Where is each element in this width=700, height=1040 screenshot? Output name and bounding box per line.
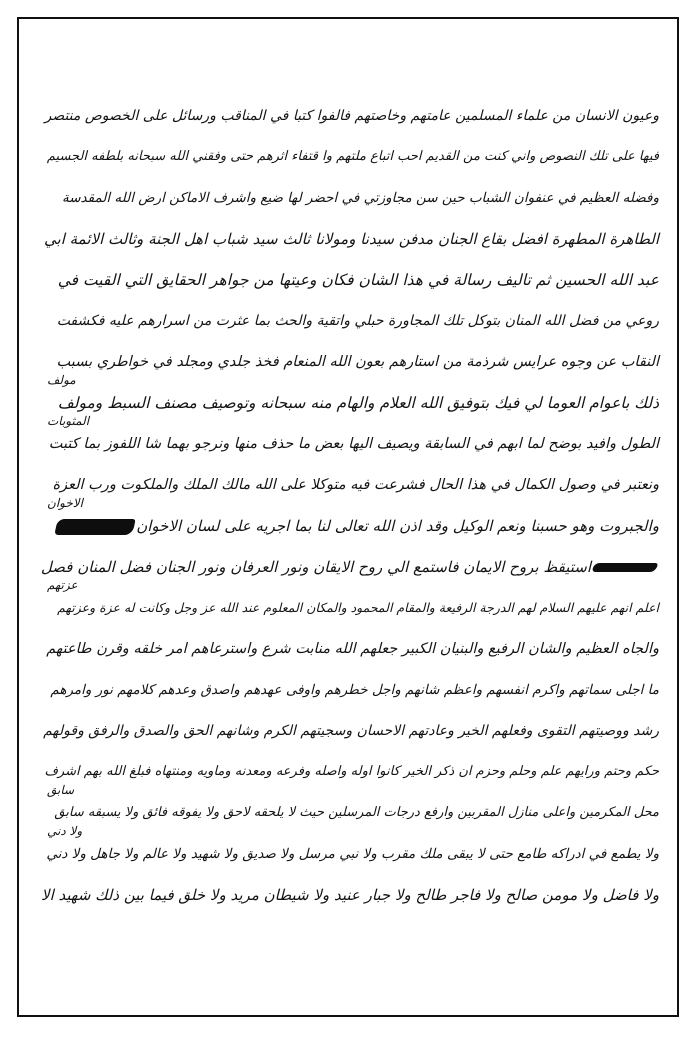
manuscript-line-text: رشد ووصيتهم التقوى وفعلهم الخير وعادتهم الاحسان وسجيتهم الكرم وشانهم الحق والصدق والرفق وقولهم bbox=[43, 723, 659, 739]
manuscript-line bbox=[41, 665, 659, 706]
manuscript-line bbox=[41, 747, 659, 788]
manuscript-line bbox=[41, 496, 659, 542]
ink-blot bbox=[592, 563, 658, 572]
manuscript-line-text: ولا فاضل ولا مومن صالح ولا فاجر طالح ولا جبار عنيد ولا شيطان مريد ولا خلق فيما بين ذلك شهيد الا bbox=[41, 886, 659, 904]
manuscript-line bbox=[41, 214, 659, 255]
manuscript-line bbox=[41, 414, 659, 460]
manuscript-line bbox=[41, 132, 659, 173]
manuscript-line bbox=[41, 91, 659, 132]
manuscript-line-text: الطول وافيد بوضح لما ابهم في السابقة ويصيف اليها بعض ما حذف منها ونرجو بهما شا اللفوز بما كتبت bbox=[48, 436, 659, 452]
manuscript-line-text: ذلك باعوام العوما لي فيك بتوفيق الله العلام والهام منه سبحانه وتوصيف مصنف السبط ومولف bbox=[57, 394, 659, 412]
manuscript-line-text: والجاه العظيم والشان الرفيع والبنيان الكبير جعلهم الله منابت شرع واسترعاهم امر خلقه وقرن طاعتهم bbox=[46, 641, 659, 657]
manuscript-line bbox=[41, 255, 659, 296]
manuscript-line bbox=[41, 173, 659, 214]
interlinear-annotation: ولا دني bbox=[47, 824, 83, 838]
manuscript-line bbox=[41, 542, 659, 583]
manuscript-line-text: روعي من فضل الله المنان بتوكل تلك المجاورة حبلي واتقية والحث بما عثرت من اسرارهم عليه فكشفت bbox=[56, 313, 659, 329]
manuscript-line bbox=[41, 624, 659, 665]
manuscript-line bbox=[41, 706, 659, 747]
manuscript-line bbox=[41, 783, 659, 829]
interlinear-annotation: الاخوان bbox=[47, 496, 83, 510]
interlinear-annotation: مولف bbox=[47, 373, 76, 387]
manuscript-line-text: ولا يطمع في ادراكه طامع حتى لا يبقى ملك مقرب ولا نبي مرسل ولا صديق ولا شهيد ولا عالم ولا جاهل ولا دني bbox=[46, 846, 659, 862]
manuscript-line bbox=[41, 824, 659, 870]
manuscript-line bbox=[41, 460, 659, 501]
interlinear-annotation: سابق bbox=[47, 783, 75, 797]
manuscript-line-text: فيها على تلك النصوص واني كنت من القديم احب اتباع ملتهم وا قتفاء اثرهم حتى وفقني الله سبحانه بلطفه الجسيم bbox=[46, 149, 659, 164]
manuscript-line bbox=[41, 373, 659, 419]
manuscript-line-text: محل المكرمين واعلى منازل المقربين وارفع درجات المرسلين حيث لا يلحقه لاحق ولا يفوقه فائق ولا يسبقه سابق bbox=[54, 805, 659, 820]
manuscript-line-text bbox=[54, 515, 659, 542]
manuscript-line-text: وعيون الانسان من علماء المسلمين عامتهم وخاصتهم فالفوا كتبا في المناقب ورسائل على الخصوص منتصر bbox=[44, 108, 659, 124]
manuscript-line bbox=[41, 578, 659, 624]
manuscript-line-text-content: استيقظ بروح الايمان فاستمع الي روح الايقان ونور العرفان ونور الجنان فضل المنان فصل bbox=[40, 558, 591, 576]
manuscript-text-block bbox=[41, 91, 659, 991]
manuscript-line bbox=[41, 870, 659, 911]
manuscript-line-text: ما اجلى سماتهم واكرم انفسهم واعظم شانهم واجل خطرهم واوفى عهدهم واصدق وعدهم كلامهم نور وامرهم bbox=[50, 682, 659, 698]
manuscript-line-text: ونعتبر في وصول الكمال في هذا الحال فشرعت فيه متوكلا على الله مالك الملك والملكوت ورب العزة bbox=[52, 477, 659, 493]
manuscript-line bbox=[41, 296, 659, 337]
manuscript-line-text: وفضله العظيم في عنفوان الشباب حين سن مجاوزتي في احضر لها ضيع واشرف الاماكن ارض الله المقدسة bbox=[62, 190, 659, 206]
interlinear-annotation: المثوبات bbox=[47, 414, 90, 428]
ink-blot bbox=[55, 519, 136, 535]
manuscript-page bbox=[17, 17, 679, 1017]
manuscript-line-text: عبد الله الحسين ثم تاليف رسالة في هذا الشان فكان وعيتها من جواهر الحقايق التي القيت في bbox=[57, 271, 659, 289]
manuscript-line bbox=[41, 337, 659, 378]
manuscript-line-text: حكم وحتم ورايهم علم وحلم وحزم ان ذكر الخير كانوا اوله واصله وفرعه ومعدنه وماويه ومنتهاه فبلغ الله بهم اشرف bbox=[44, 764, 659, 779]
manuscript-line-text: النقاب عن وجوه عرايس شرذمة من استارهم بعون الله المنعام فخذ جلدي ومجلد في خواطري بسبب bbox=[56, 354, 659, 370]
manuscript-line-text-content: والجبروت وهو حسبنا ونعم الوكيل وقد اذن الله تعالى لنا بما اجريه على لسان الاخوان bbox=[136, 517, 659, 535]
manuscript-line-text bbox=[41, 556, 659, 583]
manuscript-line-text: اعلم انهم عليهم السلام لهم الدرجة الرفيعة والمقام المحمود والمكان المعلوم عند الله عز وجل وكانت له عزة وعزتهم bbox=[57, 600, 659, 615]
manuscript-line-text: الطاهرة المطهرة افضل بقاع الجنان مدفن سيدنا ومولانا ثالث سيد شباب اهل الجنة وثالث الائمة ابي bbox=[44, 230, 659, 248]
interlinear-annotation: عزتهم bbox=[47, 578, 78, 592]
